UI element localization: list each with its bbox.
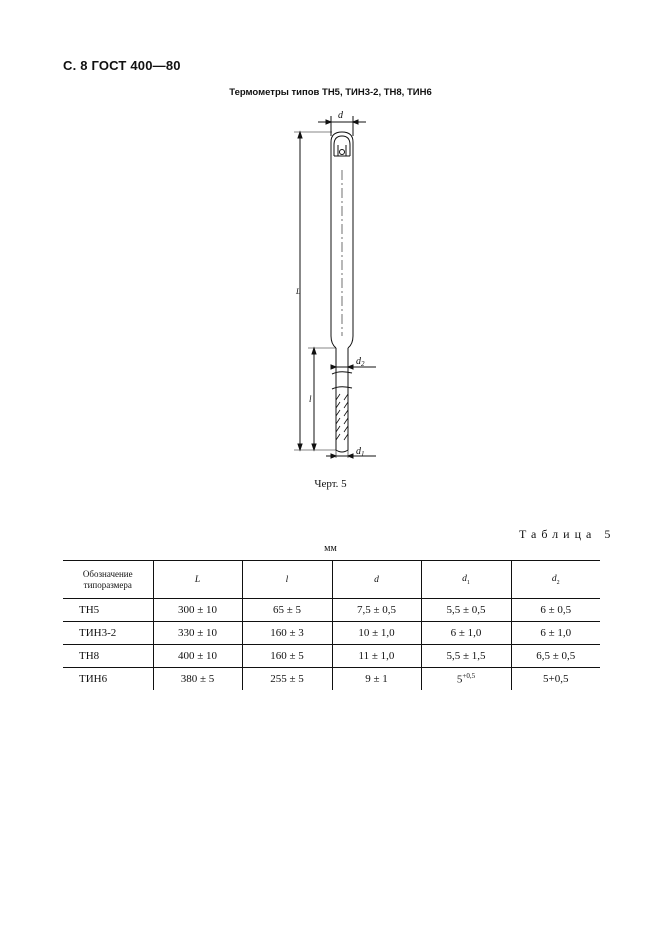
table-row xyxy=(63,599,600,622)
label-d2: $d_2$ xyxy=(356,356,365,368)
cell-name: ТН8 xyxy=(63,645,153,668)
cell-l: 255 ± 5 xyxy=(242,668,332,691)
header-d2: $d_2$ xyxy=(511,561,600,599)
cell-d1: $5^{+0,5}$ xyxy=(421,668,511,691)
cell-L: 330 ± 10 xyxy=(153,622,242,645)
header-l: l xyxy=(242,561,332,599)
cell-name: ТИН6 xyxy=(63,668,153,691)
figure-title: Термометры типов ТН5, ТИН3-2, ТН8, ТИН6 xyxy=(229,87,432,98)
figure-caption: Черт. 5 xyxy=(314,478,347,490)
table-row xyxy=(63,645,600,668)
cell-d: 10 ± 1,0 xyxy=(332,622,421,645)
cell-name: ТН5 xyxy=(63,599,153,622)
cap-inner xyxy=(334,136,350,156)
cell-d2: 6 ± 0,5 xyxy=(511,599,600,622)
header-L: L xyxy=(153,561,242,599)
stem-tip xyxy=(336,450,348,452)
cell-d2: 5+0,5 xyxy=(511,668,600,691)
cell-L: 400 ± 10 xyxy=(153,645,242,668)
cell-d1: 5,5 ± 1,5 xyxy=(421,645,511,668)
cap-ring xyxy=(340,150,345,155)
cell-L: 300 ± 10 xyxy=(153,599,242,622)
header-d1: $d_1$ xyxy=(421,561,511,599)
cell-d1: 6 ± 1,0 xyxy=(421,622,511,645)
body-taper xyxy=(331,336,353,348)
cell-l: 160 ± 5 xyxy=(242,645,332,668)
cell-l: 160 ± 3 xyxy=(242,622,332,645)
bulb-hatching xyxy=(336,394,348,440)
cell-d1: 5,5 ± 0,5 xyxy=(421,599,511,622)
label-d1: $d_1$ xyxy=(356,446,365,458)
table-header-row xyxy=(63,561,600,599)
units-label: мм xyxy=(324,543,337,554)
cell-l: 65 ± 5 xyxy=(242,599,332,622)
table-row xyxy=(63,622,600,645)
cell-L: 380 ± 5 xyxy=(153,668,242,691)
label-L: L xyxy=(296,287,301,296)
table-row xyxy=(63,668,600,691)
label-d: d xyxy=(338,110,343,121)
header-designation: Обозначение типоразмера xyxy=(63,561,153,599)
table-label: Таблица 5 xyxy=(519,527,616,541)
break-mark-upper xyxy=(332,372,352,374)
cell-d2: 6 ± 1,0 xyxy=(511,622,600,645)
cell-d2: 6,5 ± 0,5 xyxy=(511,645,600,668)
label-l: l xyxy=(309,394,312,404)
cell-d: 11 ± 1,0 xyxy=(332,645,421,668)
cell-d: 7,5 ± 0,5 xyxy=(332,599,421,622)
break-mark-lower xyxy=(332,387,352,389)
cell-name: ТИН3-2 xyxy=(63,622,153,645)
header-d: d xyxy=(332,561,421,599)
page-header: С. 8 ГОСТ 400—80 xyxy=(63,58,181,73)
dimensions-table xyxy=(63,560,600,690)
cell-d: 9 ± 1 xyxy=(332,668,421,691)
thermometer-drawing xyxy=(280,108,390,468)
